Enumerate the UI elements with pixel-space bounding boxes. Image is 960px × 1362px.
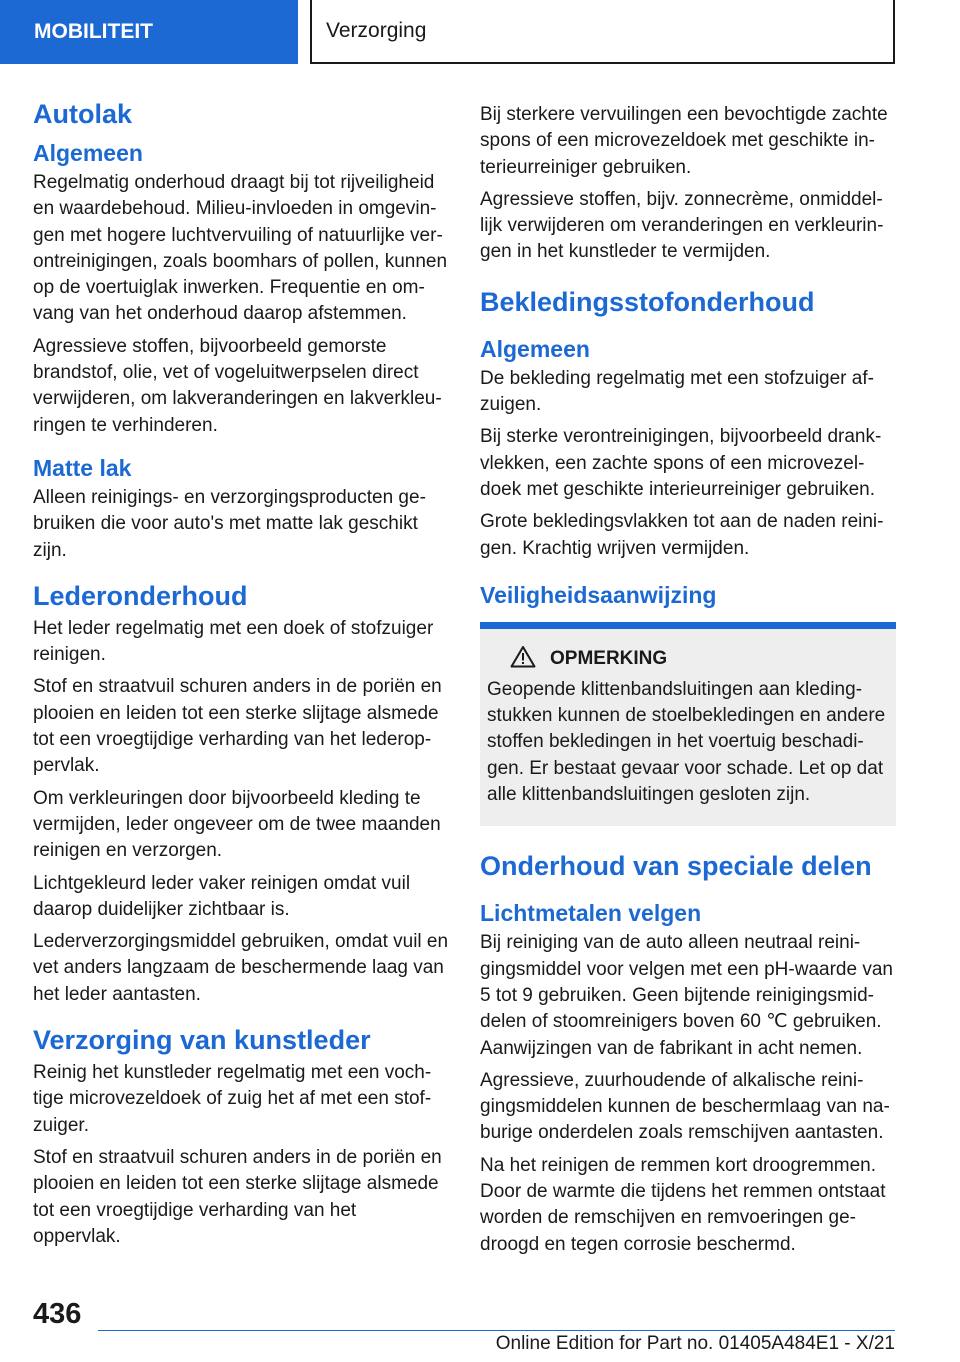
- paragraph: Bij sterke verontreinigingen, bijvoorbeeld drankvlekken, een zachte spons of een microvezeldoek met geschikte interieurreiniger gebruiken.: [480, 426, 882, 500]
- footer-divider: [98, 1330, 895, 1331]
- heading-bekledingsstof: Bekledingsstofonderhoud: [480, 286, 815, 317]
- heading-lederonderhoud: Lederonderhoud: [33, 580, 248, 611]
- right-column: [480, 102, 896, 1264]
- paragraph: Lederverzorgingsmiddel gebruiken, omdat vuil en vet anders langzaam de beschermende laag van het leder aantasten.: [33, 931, 449, 1005]
- subheading-velgen: Lichtmetalen velgen: [480, 900, 702, 927]
- paragraph: Bij sterkere vervuilingen een bevochtigde zachte spons of een microvezeldoek met geschikte interieurreiniger gebruiken.: [480, 104, 888, 178]
- paragraph: Na het reinigen de remmen kort droogremmen. Door de warmte die tijdens het remmen ontstaat worden de remschijven en remvoeringen gedroogd en tegen corrosie beschermd.: [480, 1154, 886, 1255]
- heading-autolak: Autolak: [33, 99, 133, 129]
- heading-speciale-delen: Onderhoud van speciale delen: [480, 851, 872, 882]
- paragraph: Stof en straatvuil schuren anders in de poriën en plooien en leiden tot een sterke slijtage alsmede tot een vroegtijdige verharding van het oppervlak.: [33, 1146, 442, 1247]
- subheading-algemeen: Algemeen: [33, 140, 143, 166]
- chapter-title: Verzorging: [310, 0, 895, 64]
- paragraph: Reinig het kunstleder regelmatig met een vochtige microvezeldoek of zuig het af met een stofzuiger.: [33, 1062, 432, 1136]
- paragraph: Agressieve, zuurhoudende of alkalische reinigingsmiddelen kunnen de beschermlaag van naburige onderdelen zoals remschijven aantasten.: [480, 1069, 890, 1144]
- subheading-veiligheid: Veiligheidsaanwijzing: [480, 581, 717, 608]
- note-text: Geopende klittenbandsluitingen aan kledingstukken kunnen de stoelbekledingen en andere stoffen bekledingen in het voertuig beschadigen. Er bestaat gevaar voor schade. Let op dat alle klittenbandsluitingen gesloten zijn.: [487, 678, 886, 806]
- warning-note: [480, 629, 896, 826]
- heading-kunstleder: Verzorging van kunstleder: [33, 1025, 371, 1056]
- page-header: [0, 0, 960, 66]
- paragraph: De bekleding regelmatig met een stofzuiger afzuigen.: [480, 367, 874, 416]
- paragraph: Het leder regelmatig met een doek of stofzuiger reinigen.: [33, 617, 434, 666]
- subheading-algemeen: Algemeen: [480, 335, 590, 362]
- subheading-matte-lak: Matte lak: [33, 454, 132, 481]
- paragraph: Om verkleuringen door bijvoorbeeld kleding te vermijden, leder ongeveer om de twee maanden reinigen en verzorgen.: [33, 787, 441, 862]
- paragraph: Stof en straatvuil schuren anders in de poriën en plooien en leiden tot een sterke slijtage alsmede tot een vroegtijdige verharding van het lederoppervlak.: [33, 676, 442, 777]
- section-tab[interactable]: MOBILITEIT: [0, 0, 298, 64]
- paragraph: Agressieve stoffen, bijv. zonnecrème, onmiddellijk verwijderen om veranderingen en verkleuringen in het kunstleder te vermijden.: [480, 188, 884, 263]
- note-accent-bar: [480, 622, 896, 629]
- paragraph: Alleen reinigings- en verzorgingsproducten gebruiken die voor auto's met matte lak geschikt zijn.: [33, 486, 426, 561]
- paragraph: Bij reiniging van de auto alleen neutraal reinigingsmiddel voor velgen met een pH-waarde van 5 tot 9 gebruiken. Geen bijtende reinigingsmiddelen of stoomreinigers boven 60 ℃ gebruiken. Aanwijzingen van de fabrikant in acht nemen.: [480, 932, 893, 1059]
- page-number: 436: [33, 1298, 82, 1330]
- warning-triangle-icon: [510, 645, 536, 673]
- paragraph: Regelmatig onderhoud draagt bij tot rijveiligheid en waardebehoud. Milieu-invloeden in omgevingen met hogere luchtvervuiling of natuurlijke verontreinigingen, zoals boomhars of pollen, kunnen op de voertuiglak inwerken. Frequentie en omvang van het onderhoud daarop afstemmen.: [33, 172, 448, 325]
- paragraph: Agressieve stoffen, bijvoorbeeld gemorste brandstof, olie, vet of vogeluitwerpselen direct verwijderen, om lakveranderingen en lakverkleuringen te verhinderen.: [33, 335, 442, 436]
- edition-info: Online Edition for Part no. 01405A484E1 - X/21: [495, 1333, 895, 1354]
- left-column: [33, 96, 449, 1256]
- paragraph: Grote bekledingsvlakken tot aan de naden reinigen. Krachtig wrijven vermijden.: [480, 511, 884, 559]
- note-label: OPMERKING: [550, 647, 668, 669]
- note-header: [510, 645, 889, 673]
- paragraph: Lichtgekleurd leder vaker reinigen omdat vuil daarop duidelijker zichtbaar is.: [33, 872, 411, 920]
